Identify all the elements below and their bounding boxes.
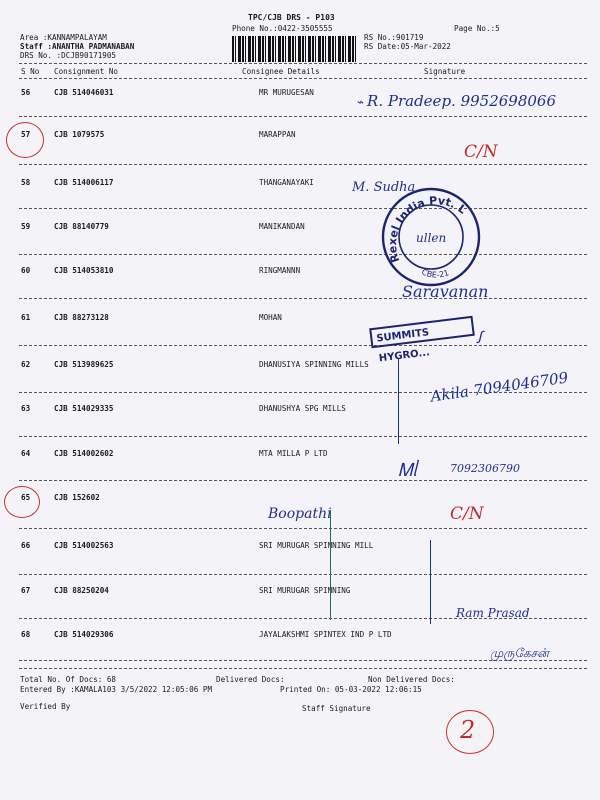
row-divider <box>19 574 587 575</box>
divider <box>19 668 587 669</box>
cn-65: C/N <box>450 504 484 524</box>
drs-number: DRS No. :DCJB90171905 <box>20 51 117 60</box>
table-row <box>19 178 589 190</box>
printed-on: Printed On: 05-03-2022 12:06:15 <box>280 685 422 694</box>
col-header-sno: S No <box>21 67 40 76</box>
table-row <box>19 313 589 325</box>
table-row <box>19 541 589 553</box>
page-circle-number: 2 <box>460 716 476 744</box>
row-sno: 63 <box>21 404 31 413</box>
red-circle-65 <box>4 486 40 518</box>
red-circle-57 <box>6 122 44 158</box>
table-row <box>19 493 589 505</box>
row-sno: 66 <box>21 541 31 550</box>
row-consignee: MANIKANDAN <box>259 222 305 231</box>
row-consignment: CJB 513989625 <box>54 360 114 369</box>
barcode <box>232 36 358 62</box>
staff-field: Staff :ANANTHA PADMANABAN <box>20 42 135 51</box>
col-header-signature: Signature <box>424 67 466 76</box>
row-divider <box>19 528 587 529</box>
verified-by: Verified By <box>20 702 71 711</box>
table-row <box>19 360 589 372</box>
row-sno: 57 <box>21 130 31 139</box>
row-consignee: RINGMANNN <box>259 266 301 275</box>
divider <box>19 63 587 64</box>
row-sno: 61 <box>21 313 31 322</box>
table-row <box>19 404 589 416</box>
page-number: Page No.:5 <box>454 24 500 33</box>
row-consignment: CJB 152602 <box>54 493 100 502</box>
row-consignment: CJB 514006117 <box>54 178 114 187</box>
row-consignment: CJB 514002563 <box>54 541 114 550</box>
entered-by: Entered By :KAMALA103 3/5/2022 12:05:06 PM <box>20 685 213 694</box>
bracket-line-62-63 <box>398 358 399 444</box>
table-row <box>19 130 589 142</box>
row-consignment: CJB 1079575 <box>54 130 105 139</box>
row-consignment: CJB 514002602 <box>54 449 114 458</box>
row-divider <box>19 480 587 481</box>
row-sno: 64 <box>21 449 31 458</box>
signature-60: Saravanan <box>402 282 489 301</box>
table-row <box>19 630 589 642</box>
row-consignee: MARAPPAN <box>259 130 296 139</box>
row-sno: 68 <box>21 630 31 639</box>
row-consignment: CJB 88140779 <box>54 222 109 231</box>
rect-company-stamp: SUMMITS HYGRO... <box>369 316 475 349</box>
name-65: Boopathi <box>268 506 332 522</box>
round-company-stamp <box>378 184 484 290</box>
row-sno: 65 <box>21 493 31 502</box>
row-consignee: MOHAN <box>259 313 282 322</box>
rs-date: RS Date:05-Mar-2022 <box>364 42 451 51</box>
row-consignee: THANGANAYAKI <box>259 178 314 187</box>
row-sno: 60 <box>21 266 31 275</box>
staff-signature-label: Staff Signature <box>302 704 371 713</box>
row-sno: 62 <box>21 360 31 369</box>
row-sno: 67 <box>21 586 31 595</box>
ink-line-65-67 <box>330 510 331 620</box>
row-consignee: SRI MURUGAR SPINNING <box>259 586 351 595</box>
phone-number: Phone No.:0422-3505555 <box>232 24 333 33</box>
table-row <box>19 266 589 278</box>
signature-64: 7092306790 <box>450 462 520 475</box>
bracket-line-66-68 <box>430 540 431 624</box>
table-row <box>19 586 589 598</box>
signature-67: Ram Prasad <box>456 606 530 620</box>
rs-number: RS No.:901719 <box>364 33 424 42</box>
row-consignee: MTA MILLA P LTD <box>259 449 328 458</box>
stamp-top-text: Rexel India Pvt. Ltd. <box>386 194 469 265</box>
col-header-consignee: Consignee Details <box>242 67 320 76</box>
row-consignment: CJB 88273128 <box>54 313 109 322</box>
row-consignment: CJB 514029335 <box>54 404 114 413</box>
signature-64-mark: Ꮇᥣ <box>398 460 418 481</box>
signature-56-text: R. Pradeep. 9952698066 <box>367 92 557 110</box>
row-divider <box>19 208 587 209</box>
cn-57: C/N <box>464 142 498 162</box>
row-consignment: CJB 88250204 <box>54 586 109 595</box>
row-consignment: CJB 514029306 <box>54 630 114 639</box>
table-row <box>19 222 589 234</box>
signature-58: M. Sudha <box>352 180 416 195</box>
signature-56: ⌁ R. Pradeep. 9952698066 <box>356 92 557 110</box>
row-sno: 56 <box>21 88 31 97</box>
area-field: Area :KANNAMPALAYAM <box>20 33 107 42</box>
row-divider <box>19 254 587 255</box>
document-title: TPC/CJB DRS - P103 <box>248 13 335 22</box>
row-consignee: SRI MURUGAR SPINNING MILL <box>259 541 374 550</box>
row-sno: 59 <box>21 222 31 231</box>
delivered-docs: Delivered Docs: <box>216 675 285 684</box>
signature-68: முருகேசன் <box>490 646 549 660</box>
row-consignee: DHANUSHYA SPG MILLS <box>259 404 346 413</box>
row-consignment: CJB 514053810 <box>54 266 114 275</box>
total-docs: Total No. Of Docs: 68 <box>20 675 117 684</box>
row-divider <box>19 116 587 117</box>
row-consignee: DHANUSIYA SPINNING MILLS <box>259 360 369 369</box>
col-header-consignment: Consignment No <box>54 67 119 76</box>
row-divider <box>19 164 587 165</box>
row-consignee: MR MURUGESAN <box>259 88 314 97</box>
row-consignment: CJB 514046031 <box>54 88 114 97</box>
row-sno: 58 <box>21 178 31 187</box>
stamp-center-signature: ullen <box>416 231 447 245</box>
divider <box>19 78 587 79</box>
row-divider <box>19 436 587 437</box>
signature-63: Akila 7094046709 <box>429 368 570 406</box>
row-divider <box>19 298 587 299</box>
table-row <box>19 449 589 461</box>
row-divider <box>19 345 587 346</box>
non-delivered-docs: Non Delivered Docs: <box>368 675 455 684</box>
mark-61: ꭍ <box>476 328 482 347</box>
row-consignee: JAYALAKSHMI SPINTEX IND P LTD <box>259 630 392 639</box>
stamp-bottom-text: CBE-21 <box>420 267 451 280</box>
